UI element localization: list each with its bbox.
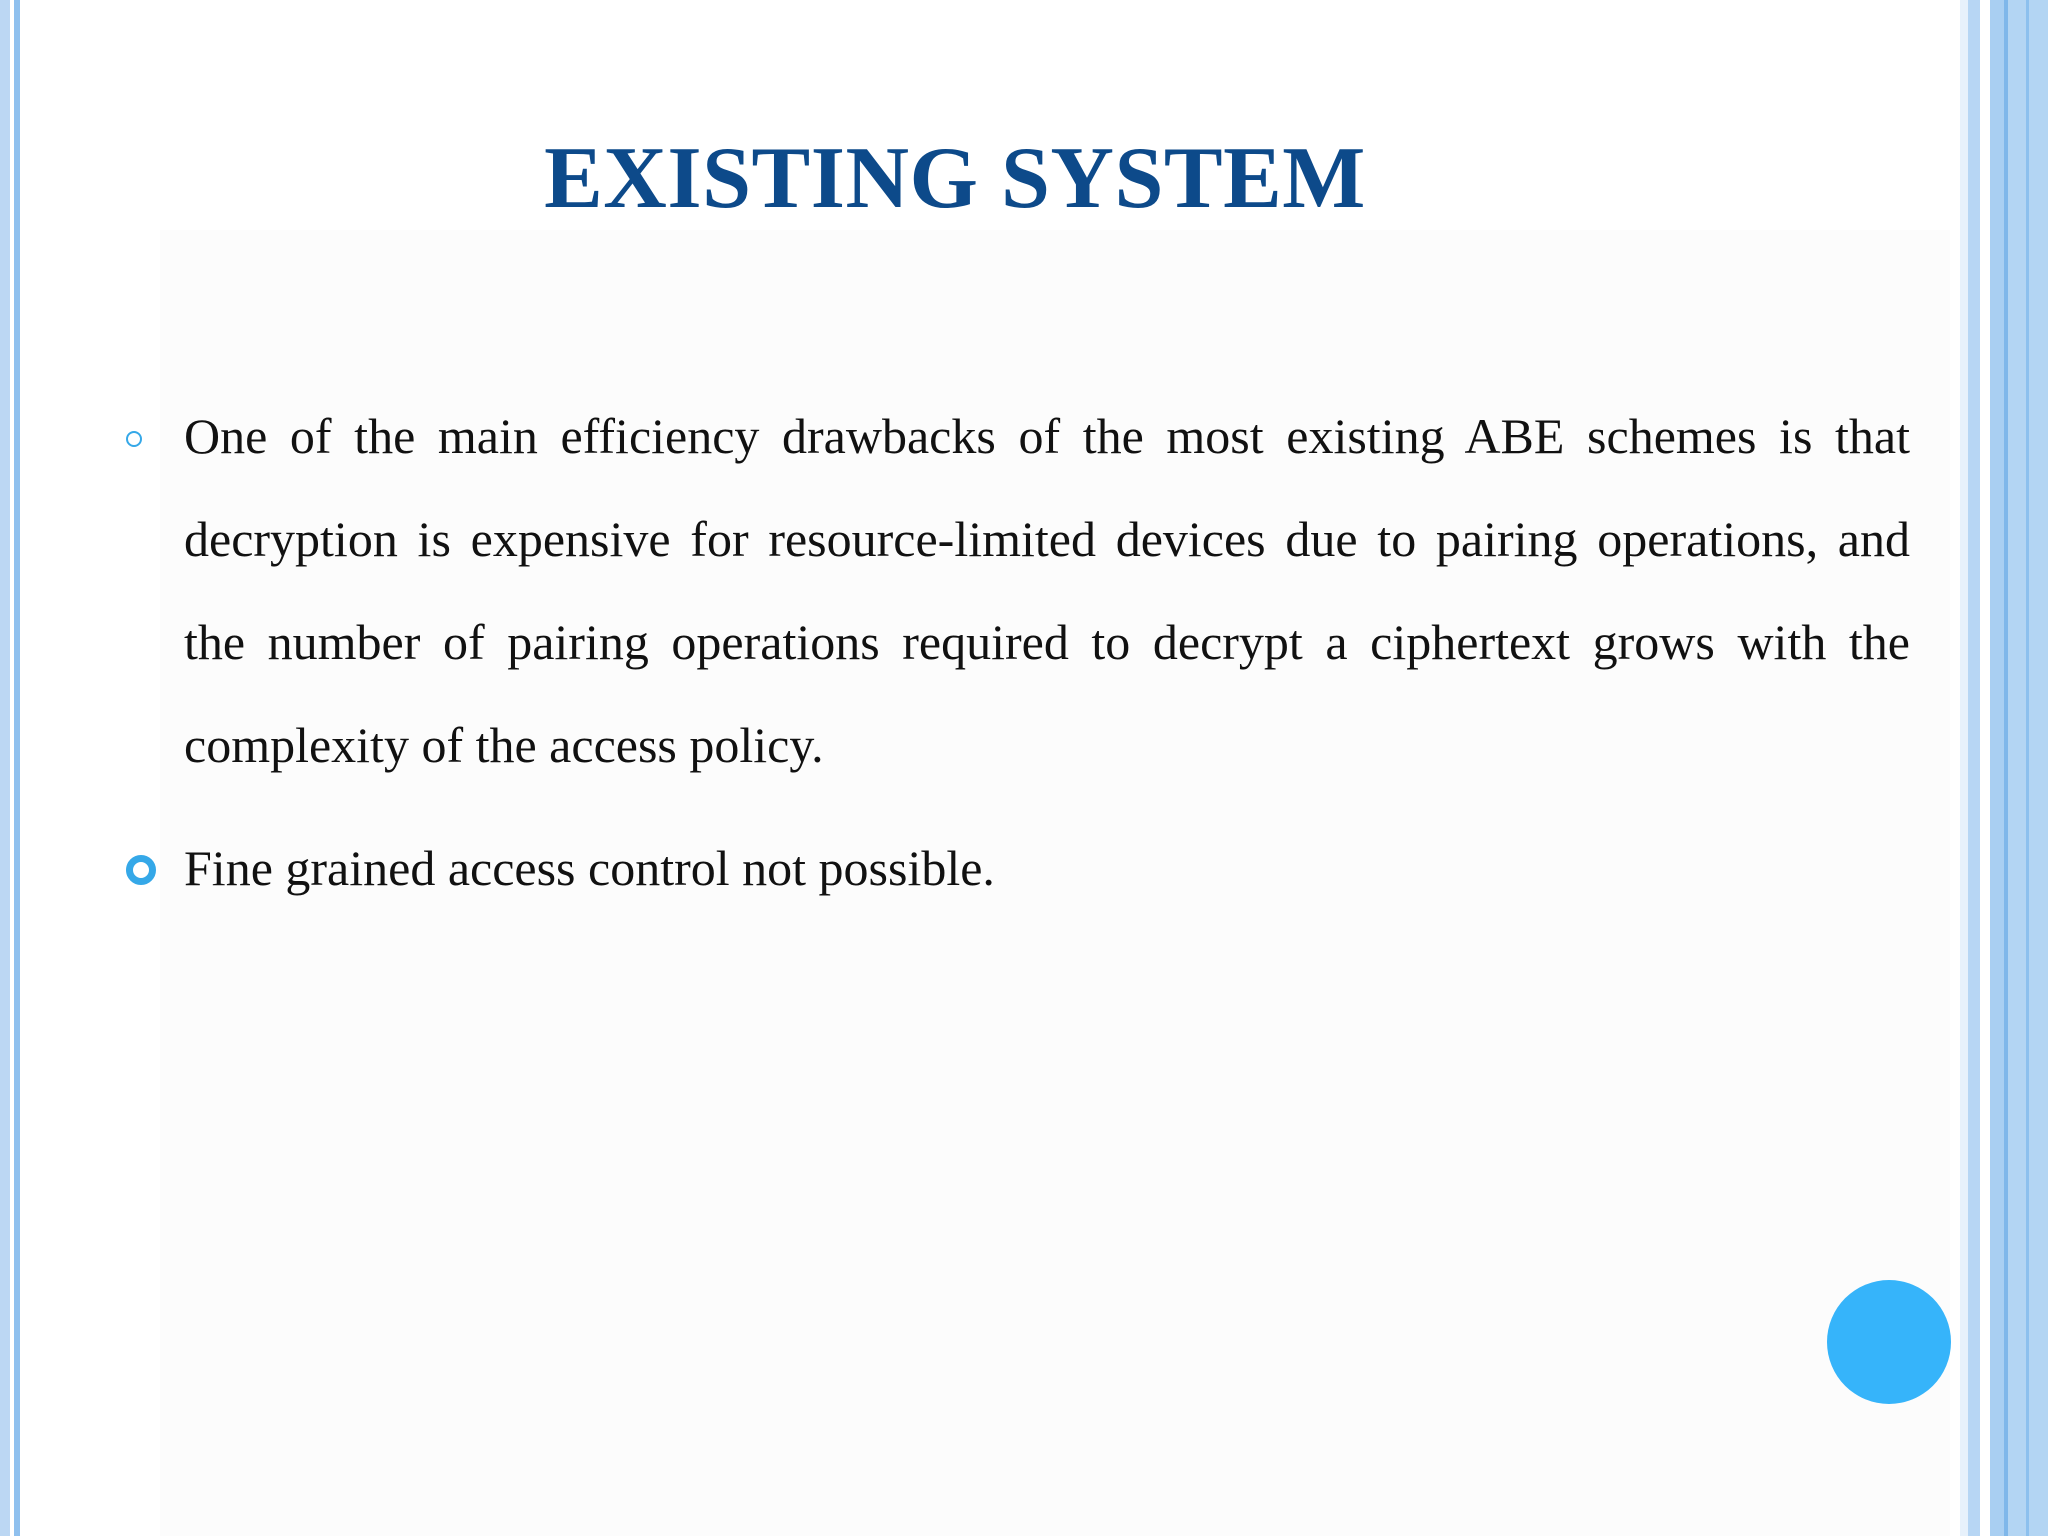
- bullet-text: Fine grained access control not possible.: [184, 840, 995, 896]
- left-border-stripe-inner: [14, 0, 20, 1536]
- bullet-circle-icon: [126, 855, 156, 885]
- bullet-circle-icon: [126, 431, 142, 447]
- right-border-stripe: [1968, 0, 1980, 1536]
- bullet-text: One of the main efficiency drawbacks of the most existing ABE schemes is that decryption is expensive for resource-limited devices due to pairing operations, and the number of pairing operations required to decrypt a ciphertext grows with the complexity of the access policy.: [184, 408, 1910, 773]
- left-border-stripe: [0, 0, 10, 1536]
- slide-title: EXISTING SYSTEM: [544, 130, 1366, 227]
- bullet-item: [120, 817, 1910, 920]
- decorative-circle: [1827, 1280, 1951, 1404]
- right-border-gap: [1980, 0, 1990, 1536]
- right-border-line: [2026, 0, 2029, 1536]
- right-border-stripe: [1960, 0, 1968, 1536]
- bullet-list: [120, 385, 1910, 920]
- right-border-stripe: [1990, 0, 2004, 1536]
- bullet-item: [120, 385, 1910, 797]
